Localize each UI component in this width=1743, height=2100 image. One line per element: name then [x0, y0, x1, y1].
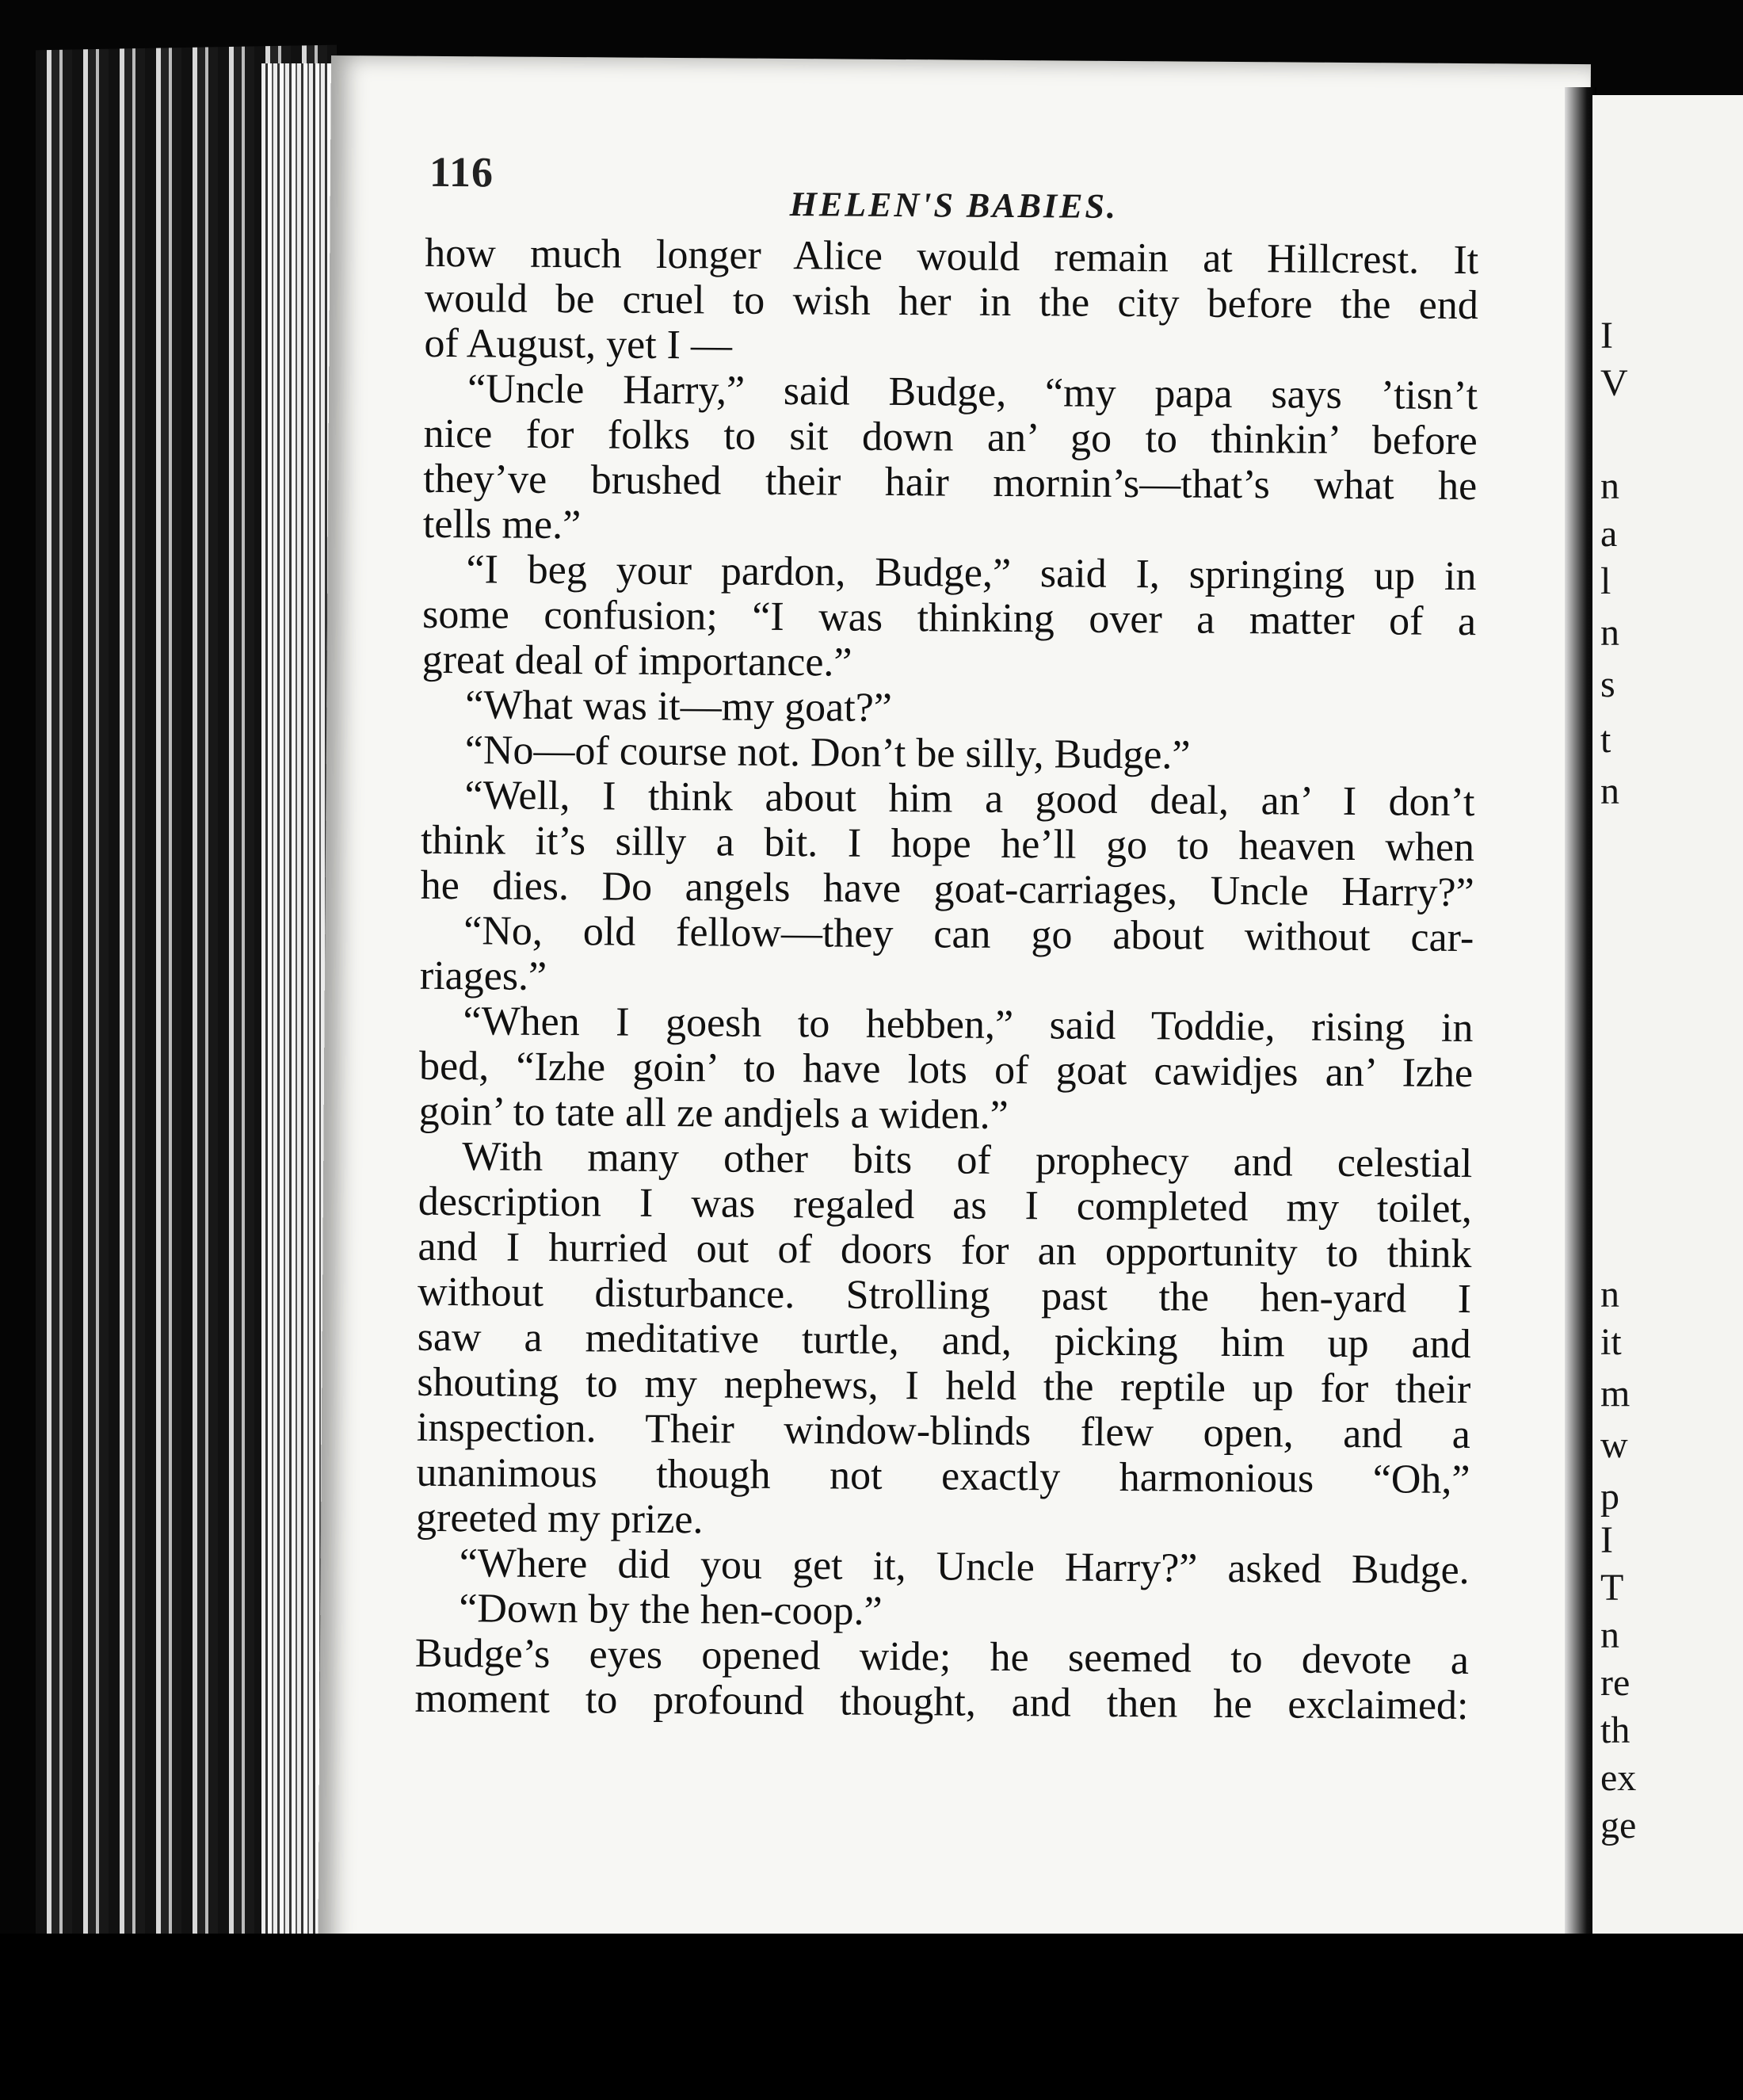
text-line: “No, old fellow—they can go about without car-: [463, 908, 1474, 961]
facing-page-fragment: n: [1600, 612, 1619, 654]
facing-page-fragment: s: [1600, 663, 1615, 705]
text-line: without disturbance. Strolling past the hen-yard I: [417, 1269, 1472, 1323]
text-line: he dies. Do angels have goat-carriages, Uncle Harry?”: [420, 862, 1474, 916]
text-line: they’ve brushed their hair mornin’s—that’s what he: [423, 456, 1478, 510]
text-line: great deal of importance.”: [421, 636, 852, 685]
text-line: “Well, I think about him a good deal, an’ I don’t: [464, 773, 1475, 826]
text-line: moment to profound thought, and then he exclaimed:: [414, 1675, 1469, 1729]
facing-page-fragment: T: [1600, 1567, 1624, 1609]
text-line: bed, “Izhe goin’ to have lots of goat cawidjes an’ Izhe: [418, 1043, 1474, 1097]
facing-page-fragment: ex: [1600, 1757, 1637, 1799]
facing-page-fragment: th: [1600, 1709, 1630, 1751]
text-line: “Down by the hen-coop.”: [459, 1586, 883, 1634]
text-line: nice for folks to sit down an’ go to thinkin’ before: [423, 410, 1478, 464]
facing-page: [1592, 95, 1743, 1949]
facing-page-fragment: n: [1600, 465, 1619, 507]
text-line: greeted my prize.: [415, 1495, 704, 1543]
text-line: “Where did you get it, Uncle Harry?” asked Budge.: [459, 1541, 1470, 1594]
text-line: With many other bits of prophecy and celestial: [462, 1134, 1473, 1187]
facing-page-fragment: re: [1600, 1662, 1630, 1704]
facing-page-fragment: n: [1600, 770, 1619, 812]
facing-page-fragment: l: [1600, 560, 1611, 602]
facing-page-fragment: V: [1600, 362, 1628, 404]
text-line: “I beg your pardon, Budge,” said I, springing up in: [466, 547, 1477, 600]
text-line: think it’s silly a bit. I hope he’ll go to heaven when: [420, 817, 1475, 871]
text-line: saw a meditative turtle, and, picking him up and: [417, 1314, 1471, 1368]
scan-bottom-border: [0, 1934, 1743, 2100]
body-text: [414, 231, 1478, 1728]
text-line: would be cruel to wish her in the city before the end: [424, 275, 1479, 329]
text-line: description I was regaled as I completed my toilet,: [418, 1178, 1473, 1232]
text-line: unanimous though not exactly harmonious “Oh,”: [416, 1449, 1470, 1503]
facing-page-fragment: n: [1600, 1273, 1619, 1315]
text-line: and I hurried out of doors for an opportunity to think: [418, 1224, 1472, 1277]
page-gutter: [1565, 87, 1596, 1965]
text-line: “When I goesh to hebben,” said Toddie, rising in: [463, 998, 1474, 1052]
text-line: “What was it—my goat?”: [465, 682, 893, 731]
facing-page-fragment: m: [1600, 1373, 1630, 1415]
facing-page-fragment: w: [1600, 1424, 1628, 1466]
text-line: goin’ to tate all ze andjels a widen.”: [418, 1088, 1009, 1138]
text-line: inspection. Their window-blinds flew open, and a: [416, 1404, 1471, 1458]
page-number: 116: [429, 147, 494, 197]
text-line: riages.”: [419, 953, 547, 999]
text-line: tells me.”: [422, 501, 582, 548]
facing-page-fragment: it: [1600, 1321, 1622, 1363]
text-line: of August, yet I —: [424, 320, 733, 368]
text-line: Budge’s eyes opened wide; he seemed to devote a: [414, 1630, 1470, 1684]
book-page: [318, 55, 1591, 1966]
facing-page-fragment: ge: [1600, 1804, 1637, 1846]
running-head: HELEN'S BABIES.: [789, 185, 1119, 226]
facing-page-fragment: n: [1600, 1614, 1619, 1656]
text-line: “Uncle Harry,” said Budge, “my papa says ’tisn’t: [467, 366, 1478, 419]
facing-page-fragment: I: [1600, 315, 1613, 357]
text-line: shouting to my nephews, I held the reptile up for their: [417, 1359, 1471, 1413]
text-line: some confusion; “I was thinking over a matter of a: [421, 591, 1477, 645]
facing-page-fragment: t: [1600, 719, 1611, 761]
text-line: “No—of course not. Don’t be silly, Budge.”: [464, 727, 1191, 778]
facing-page-fragment: I: [1600, 1519, 1613, 1561]
text-line: how much longer Alice would remain at Hillcrest. It: [425, 230, 1479, 284]
facing-page-fragment: p: [1600, 1476, 1619, 1518]
facing-page-fragment: a: [1600, 513, 1618, 555]
